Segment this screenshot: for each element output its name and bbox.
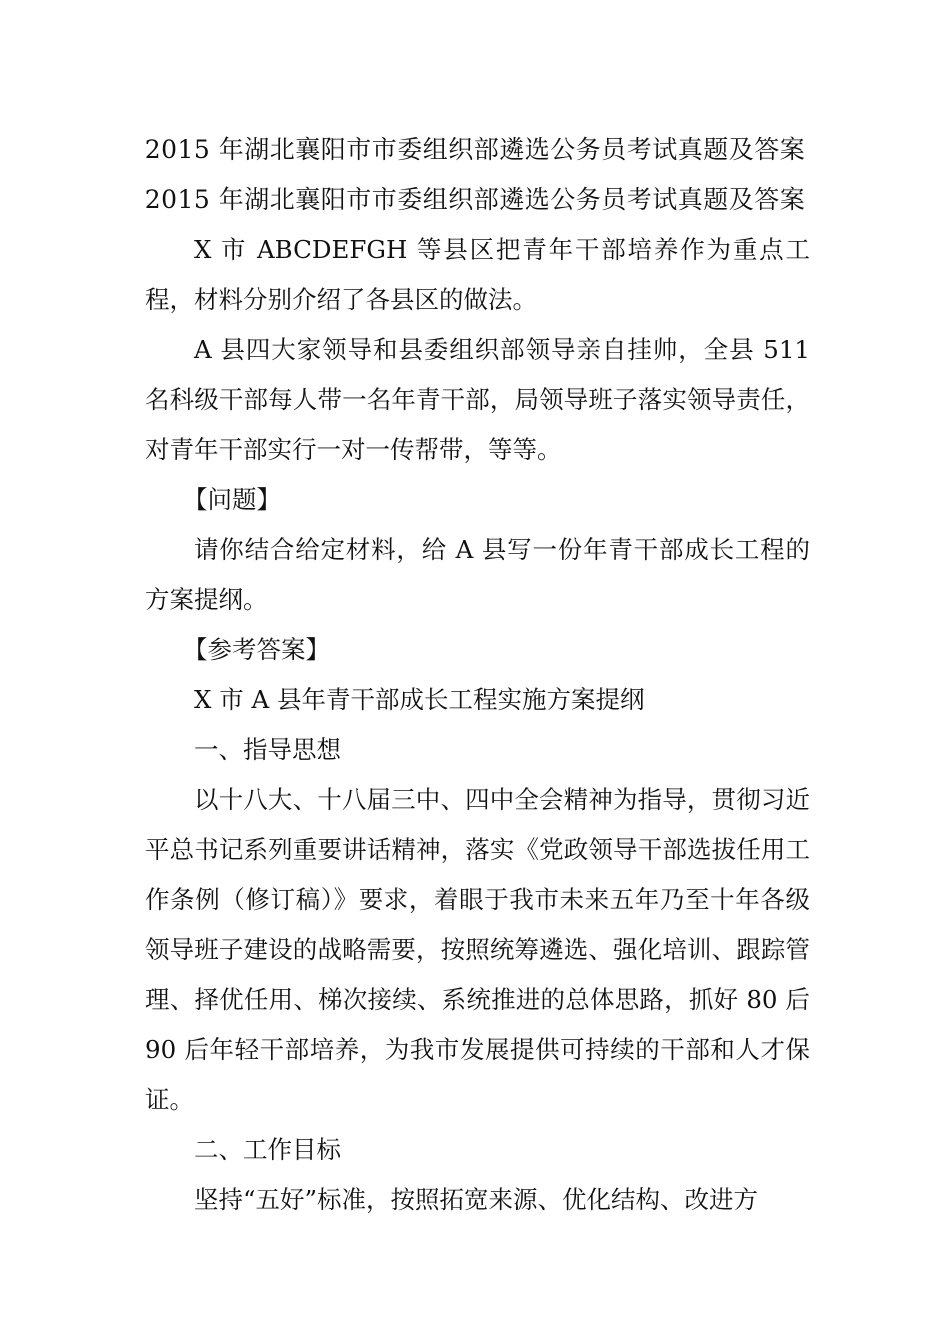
heading-question: 【问题】 [182, 485, 281, 514]
document-title: 2015 年湖北襄阳市市委组织部遴选公务员考试真题及答案 [144, 135, 806, 164]
paragraph-guiding-ideology: 以十八大、十八届三中、四中全会精神为指导，贯彻习近平总书记系列重要讲话精神，落实《党政领导干部选拔任用工作条例（修订稿）》要求，着眼于我市未来五年乃至十年各级领导班子建设的战略需要，按照统筹遴选、强化培训、跟踪管理、择优任用、梯次接续、系统推进的总体思路，抓好 80 后 90 后年轻干部培养，为我市发展提供可持续的干部和人才保证。 [145, 785, 810, 1114]
answer-title: X 市 A 县年青干部成长工程实施方案提纲 [194, 685, 645, 714]
paragraph-intro: X 市 ABCDEFGH 等县区把青年干部培养作为重点工程，材料分别介绍了各县区的做法。 [145, 235, 810, 314]
heading-reference-answer: 【参考答案】 [182, 635, 330, 664]
paragraph-work-goals: 坚持“五好”标准，按照拓宽来源、优化结构、改进方 [194, 1185, 759, 1214]
section-heading-guiding-ideology: 一、指导思想 [194, 735, 341, 764]
section-heading-work-goals: 二、工作目标 [194, 1135, 341, 1164]
paragraph-question: 请你结合给定材料，给 A 县写一份年青干部成长工程的方案提纲。 [145, 535, 810, 614]
document-body [145, 225, 810, 1225]
paragraph-county-a: A 县四大家领导和县委组织部领导亲自挂帅，全县 511 名科级干部每人带一名年青干部，局领导班子落实领导责任，对青年干部实行一对一传帮带，等等。 [145, 335, 810, 464]
document-title-repeat: 2015 年湖北襄阳市市委组织部遴选公务员考试真题及答案 [144, 185, 806, 214]
